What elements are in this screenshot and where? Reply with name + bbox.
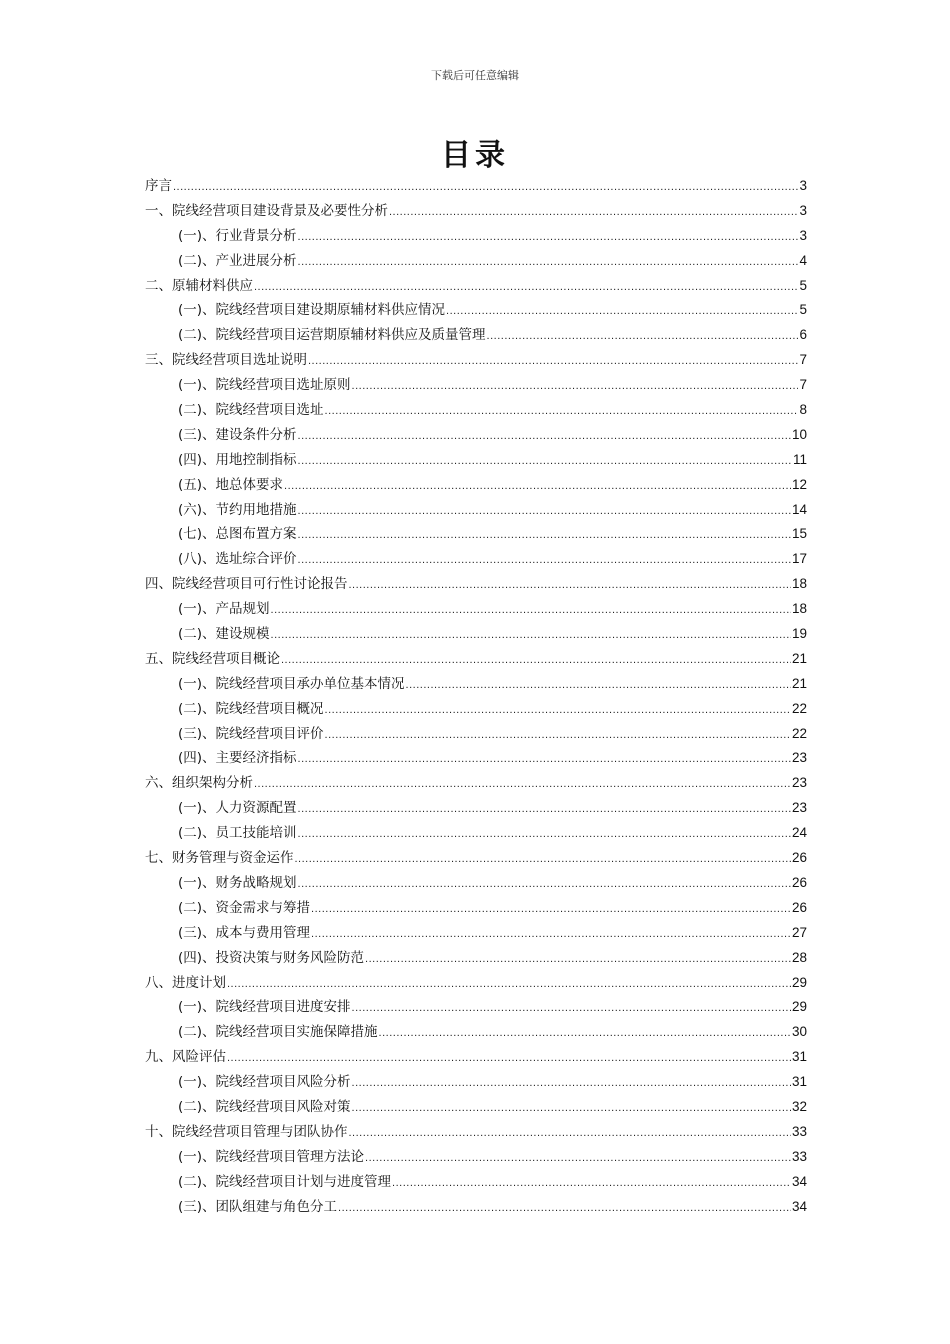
toc-section-entry[interactable] — [145, 597, 807, 622]
toc-section-entry[interactable] — [145, 1095, 807, 1120]
toc-page-number: 24 — [791, 825, 807, 841]
toc-dot-leader — [298, 548, 791, 573]
toc-dot-leader — [365, 947, 791, 972]
toc-entry-label: (一)、院线经营项目进度安排 — [178, 999, 351, 1016]
toc-dot-leader — [254, 772, 791, 797]
toc-chapter-entry[interactable] — [145, 846, 807, 871]
toc-page-number: 31 — [791, 1074, 807, 1090]
toc-dot-leader — [311, 897, 791, 922]
toc-page-number: 15 — [791, 526, 807, 542]
toc-dot-leader — [349, 573, 791, 598]
toc-section-entry[interactable] — [145, 323, 807, 348]
toc-section-entry[interactable] — [145, 672, 807, 697]
toc-page-number: 6 — [799, 327, 807, 343]
toc-dot-leader — [298, 822, 791, 847]
toc-chapter-entry[interactable] — [145, 199, 807, 224]
toc-page-number: 18 — [791, 576, 807, 592]
toc-page-number: 21 — [791, 650, 807, 666]
toc-chapter-entry[interactable] — [145, 174, 807, 199]
toc-entry-label: (三)、建设条件分析 — [178, 426, 297, 443]
toc-entry-label: (一)、财务战略规划 — [178, 874, 297, 891]
toc-dot-leader — [325, 698, 791, 723]
toc-section-entry[interactable] — [145, 522, 807, 547]
toc-dot-leader — [392, 1171, 791, 1196]
toc-entry-label: 三、院线经营项目选址说明 — [145, 352, 307, 369]
toc-section-entry[interactable] — [145, 1020, 807, 1045]
toc-page-number: 3 — [799, 227, 807, 243]
toc-dot-leader — [352, 1096, 791, 1121]
toc-page-number: 5 — [799, 277, 807, 293]
toc-dot-leader — [446, 299, 798, 324]
header-note: 下载后可任意编辑 — [431, 69, 519, 82]
toc-chapter-entry[interactable] — [145, 1120, 807, 1145]
toc-entry-label: 五、院线经营项目概论 — [145, 650, 280, 667]
toc-dot-leader — [379, 1021, 791, 1046]
toc-page-number: 22 — [791, 725, 807, 741]
toc-dot-leader — [352, 996, 791, 1021]
toc-entry-label: (二)、产业进展分析 — [178, 252, 297, 269]
toc-page-number: 23 — [791, 750, 807, 766]
toc-dot-leader — [227, 1046, 791, 1071]
toc-entry-label: (三)、院线经营项目评价 — [178, 725, 324, 742]
toc-entry-label: (四)、主要经济指标 — [178, 750, 297, 767]
toc-page-number: 29 — [791, 974, 807, 990]
toc-entry-label: (四)、投资决策与财务风险防范 — [178, 949, 365, 966]
toc-section-entry[interactable] — [145, 1145, 807, 1170]
toc-page-number: 26 — [791, 874, 807, 890]
toc-dot-leader — [308, 349, 798, 374]
toc-dot-leader — [325, 723, 791, 748]
toc-section-entry[interactable] — [145, 946, 807, 971]
toc-page-number: 3 — [799, 202, 807, 218]
toc-page-number: 29 — [791, 999, 807, 1015]
toc-entry-label: 六、组织架构分析 — [145, 775, 253, 792]
toc-page-number: 31 — [791, 1049, 807, 1065]
toc-section-entry[interactable] — [145, 224, 807, 249]
toc-page-number: 26 — [791, 850, 807, 866]
toc-dot-leader — [325, 399, 799, 424]
toc-entry-label: (七)、总图布置方案 — [178, 526, 297, 543]
toc-dot-leader — [298, 797, 791, 822]
toc-entry-label: (二)、资金需求与筹措 — [178, 899, 311, 916]
toc-page-number: 22 — [791, 700, 807, 716]
toc-section-entry[interactable] — [145, 1170, 807, 1195]
toc-entry-label: (二)、院线经营项目计划与进度管理 — [178, 1173, 392, 1190]
toc-page-number: 18 — [791, 601, 807, 617]
toc-entry-label: (六)、节约用地措施 — [178, 501, 297, 518]
toc-page-number: 7 — [799, 352, 807, 368]
toc-section-entry[interactable] — [145, 398, 807, 423]
toc-page-number: 4 — [799, 252, 807, 268]
toc-dot-leader — [173, 175, 798, 200]
toc-entry-label: (一)、院线经营项目风险分析 — [178, 1074, 351, 1091]
toc-dot-leader — [298, 523, 791, 548]
toc-entry-label: (二)、院线经营项目选址 — [178, 402, 324, 419]
toc-entry-label: (二)、院线经营项目概况 — [178, 700, 324, 717]
toc-dot-leader — [406, 673, 791, 698]
toc-page-number: 33 — [791, 1148, 807, 1164]
toc-page-number: 11 — [792, 451, 807, 467]
toc-entry-label: 二、原辅材料供应 — [145, 277, 253, 294]
toc-section-entry[interactable] — [145, 995, 807, 1020]
toc-section-entry[interactable] — [145, 473, 807, 498]
toc-section-entry[interactable] — [145, 722, 807, 747]
toc-page-number: 3 — [799, 178, 807, 193]
toc-page-number: 26 — [791, 899, 807, 915]
table-of-contents — [145, 174, 807, 1219]
toc-dot-leader — [298, 225, 799, 250]
toc-section-entry[interactable] — [145, 423, 807, 448]
toc-entry-label: (一)、人力资源配置 — [178, 800, 297, 817]
toc-page-number: 32 — [791, 1098, 807, 1114]
toc-entry-label: (二)、院线经营项目运营期原辅材料供应及质量管理 — [178, 327, 486, 344]
toc-entry-label: 十、院线经营项目管理与团队协作 — [145, 1123, 348, 1140]
toc-dot-leader — [487, 324, 799, 349]
toc-dot-leader — [271, 598, 791, 623]
toc-section-entry[interactable] — [145, 498, 807, 523]
toc-chapter-entry[interactable] — [145, 572, 807, 597]
toc-entry-label: (三)、成本与费用管理 — [178, 924, 311, 941]
toc-dot-leader — [298, 499, 791, 524]
toc-page-number: 8 — [799, 402, 807, 418]
toc-entry-label: 八、进度计划 — [145, 974, 226, 991]
toc-section-entry[interactable] — [145, 298, 807, 323]
toc-section-entry[interactable] — [145, 697, 807, 722]
toc-dot-leader — [298, 872, 791, 897]
toc-page-number: 34 — [791, 1173, 807, 1189]
toc-dot-leader — [352, 374, 799, 399]
toc-section-entry[interactable] — [145, 373, 807, 398]
toc-dot-leader — [298, 424, 791, 449]
toc-dot-leader — [365, 1146, 791, 1171]
toc-page-number: 14 — [791, 501, 807, 517]
toc-section-entry[interactable] — [145, 1070, 807, 1095]
toc-page-number: 23 — [791, 800, 807, 816]
toc-entry-label: (四)、用地控制指标 — [178, 451, 297, 468]
toc-section-entry[interactable] — [145, 746, 807, 771]
toc-section-entry[interactable] — [145, 796, 807, 821]
toc-chapter-entry[interactable] — [145, 348, 807, 373]
toc-entry-label: (二)、建设规模 — [178, 626, 270, 643]
toc-dot-leader — [227, 972, 791, 997]
toc-chapter-entry[interactable] — [145, 771, 807, 796]
toc-page-number: 30 — [791, 1024, 807, 1040]
toc-page-number: 33 — [791, 1123, 807, 1139]
toc-entry-label: (八)、选址综合评价 — [178, 551, 297, 568]
toc-entry-label: (三)、团队组建与角色分工 — [178, 1198, 338, 1215]
toc-section-entry[interactable] — [145, 448, 807, 473]
toc-section-entry[interactable] — [145, 896, 807, 921]
toc-dot-leader — [295, 847, 791, 872]
toc-section-entry[interactable] — [145, 249, 807, 274]
toc-entry-label: (五)、地总体要求 — [178, 476, 284, 493]
toc-chapter-entry[interactable] — [145, 971, 807, 996]
toc-entry-label: 九、风险评估 — [145, 1049, 226, 1066]
toc-dot-leader — [352, 1071, 791, 1096]
toc-page-number: 21 — [791, 675, 807, 691]
toc-entry-label: (二)、员工技能培训 — [178, 825, 297, 842]
toc-page-number: 12 — [791, 476, 807, 492]
toc-page-number: 5 — [799, 302, 807, 318]
toc-entry-label: (一)、院线经营项目管理方法论 — [178, 1148, 365, 1165]
toc-dot-leader — [271, 623, 791, 648]
toc-dot-leader — [281, 648, 791, 673]
toc-entry-label: (一)、行业背景分析 — [178, 227, 297, 244]
toc-dot-leader — [338, 1196, 791, 1221]
toc-dot-leader — [311, 922, 791, 947]
toc-entry-label: 一、院线经营项目建设背景及必要性分析 — [145, 202, 388, 219]
toc-dot-leader — [298, 747, 791, 772]
toc-entry-label: (二)、院线经营项目实施保障措施 — [178, 1024, 378, 1041]
toc-dot-leader — [254, 275, 798, 300]
toc-section-entry[interactable] — [145, 921, 807, 946]
toc-dot-leader — [349, 1121, 791, 1146]
toc-entry-label: (一)、院线经营项目建设期原辅材料供应情况 — [178, 302, 446, 319]
toc-entry-label: (一)、院线经营项目承办单位基本情况 — [178, 675, 405, 692]
toc-dot-leader — [284, 474, 791, 499]
toc-entry-label: (一)、院线经营项目选址原则 — [178, 377, 351, 394]
toc-section-entry[interactable] — [145, 821, 807, 846]
toc-page-number: 10 — [791, 426, 807, 442]
toc-page-number: 17 — [791, 551, 807, 567]
toc-page-number: 7 — [799, 377, 807, 393]
toc-section-entry[interactable] — [145, 547, 807, 572]
toc-dot-leader — [298, 250, 799, 275]
toc-page-number: 23 — [791, 775, 807, 791]
toc-dot-leader — [298, 449, 792, 474]
toc-entry-label: (一)、产品规划 — [178, 601, 270, 618]
toc-page-number: 34 — [791, 1198, 807, 1214]
toc-chapter-entry[interactable] — [145, 647, 807, 672]
toc-page-number: 27 — [791, 924, 807, 940]
toc-page-number: 28 — [791, 949, 807, 965]
toc-entry-label: 序言 — [145, 178, 172, 194]
toc-entry-label: (二)、院线经营项目风险对策 — [178, 1098, 351, 1115]
toc-dot-leader — [389, 200, 798, 225]
toc-page-number: 19 — [791, 626, 807, 642]
toc-section-entry[interactable] — [145, 622, 807, 647]
toc-section-entry[interactable] — [145, 1195, 807, 1220]
toc-entry-label: 四、院线经营项目可行性讨论报告 — [145, 576, 348, 593]
toc-chapter-entry[interactable] — [145, 274, 807, 299]
toc-chapter-entry[interactable] — [145, 1045, 807, 1070]
toc-section-entry[interactable] — [145, 871, 807, 896]
toc-title: 目录 — [441, 138, 509, 173]
toc-entry-label: 七、财务管理与资金运作 — [145, 850, 294, 867]
